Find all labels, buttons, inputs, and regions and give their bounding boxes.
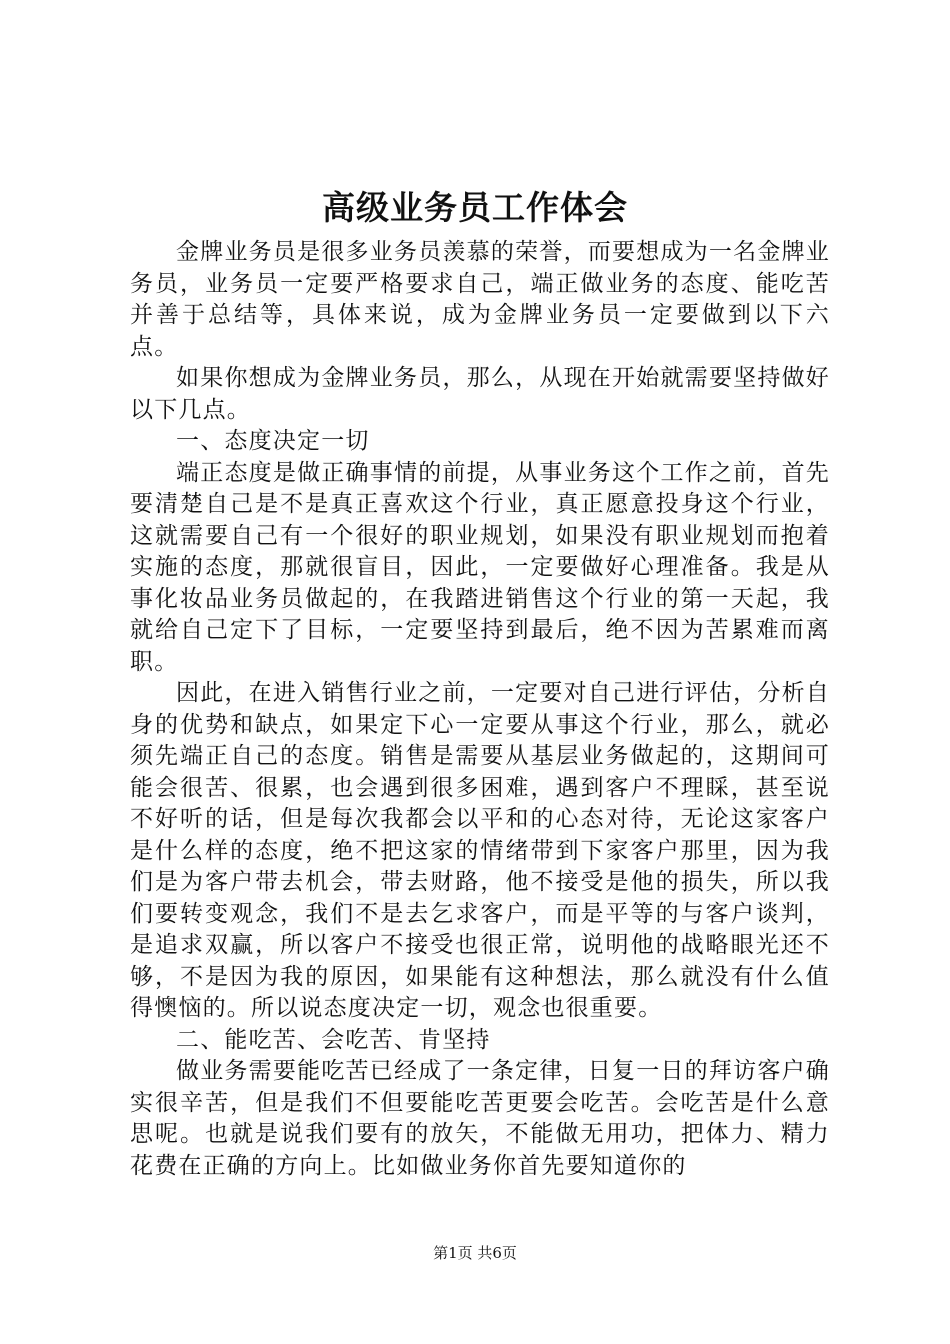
section-heading: 二、能吃苦、会吃苦、肯坚持	[176, 1026, 491, 1053]
paragraph: 做业务需要能吃苦已经成了一条定律，日复一日的拜访客户确实很辛苦，但是我们不但要能吃苦更要会吃苦。会吃苦是什么意思呢。也就是说我们要有的放矢，不能做无用功，把体力、精力花费在正确的方向上。比如做业务你首先要知道你的	[130, 1058, 830, 1179]
page-number-footer: 第1页 共6页	[433, 1244, 517, 1262]
section-heading: 一、态度决定一切	[176, 428, 370, 454]
paragraph: 端正态度是做正确事情的前提，从事业务这个工作之前，首先要清楚自己是不是真正喜欢这个行业，真正愿意投身这个行业，这就需要自己有一个很好的职业规划，如果没有职业规划而抱着实施的态度，那就很盲目，因此，一定要做好心理准备。我是从事化妆品业务员做起的，在我踏进销售这个行业的第一天起，我就给自己定下了目标，一定要坚持到最后，绝不因为苦累难而离职。	[130, 459, 830, 675]
document-title: 高级业务员工作体会	[322, 188, 628, 227]
document-body	[130, 237, 830, 1182]
paragraph: 金牌业务员是很多业务员羡慕的荣誉，而要想成为一名金牌业务员，业务员一定要严格要求自己，端正做业务的态度、能吃苦并善于总结等，具体来说，成为金牌业务员一定要做到以下六点。	[130, 239, 830, 360]
paragraph: 因此，在进入销售行业之前，一定要对自己进行评估，分析自身的优势和缺点，如果定下心一定要从事这个行业，那么，就必须先端正自己的态度。销售是需要从基层业务做起的，这期间可能会很苦、很累，也会遇到很多困难，遇到客户不理睬，甚至说不好听的话，但是每次我都会以平和的心态对待，无论这家客户是什么样的态度，绝不把这家的情绪带到下家客户那里，因为我们是为客户带去机会，带去财路，他不接受是他的损失，所以我们要转变观念，我们不是去乞求客户，而是平等的与客户谈判，是追求双赢，所以客户不接受也很正常，说明他的战略眼光还不够，不是因为我的原因，如果能有这种想法，那么就没有什么值得懊恼的。所以说态度决定一切，观念也很重要。	[130, 680, 830, 1021]
paragraph: 如果你想成为金牌业务员，那么，从现在开始就需要坚持做好以下几点。	[130, 365, 830, 423]
